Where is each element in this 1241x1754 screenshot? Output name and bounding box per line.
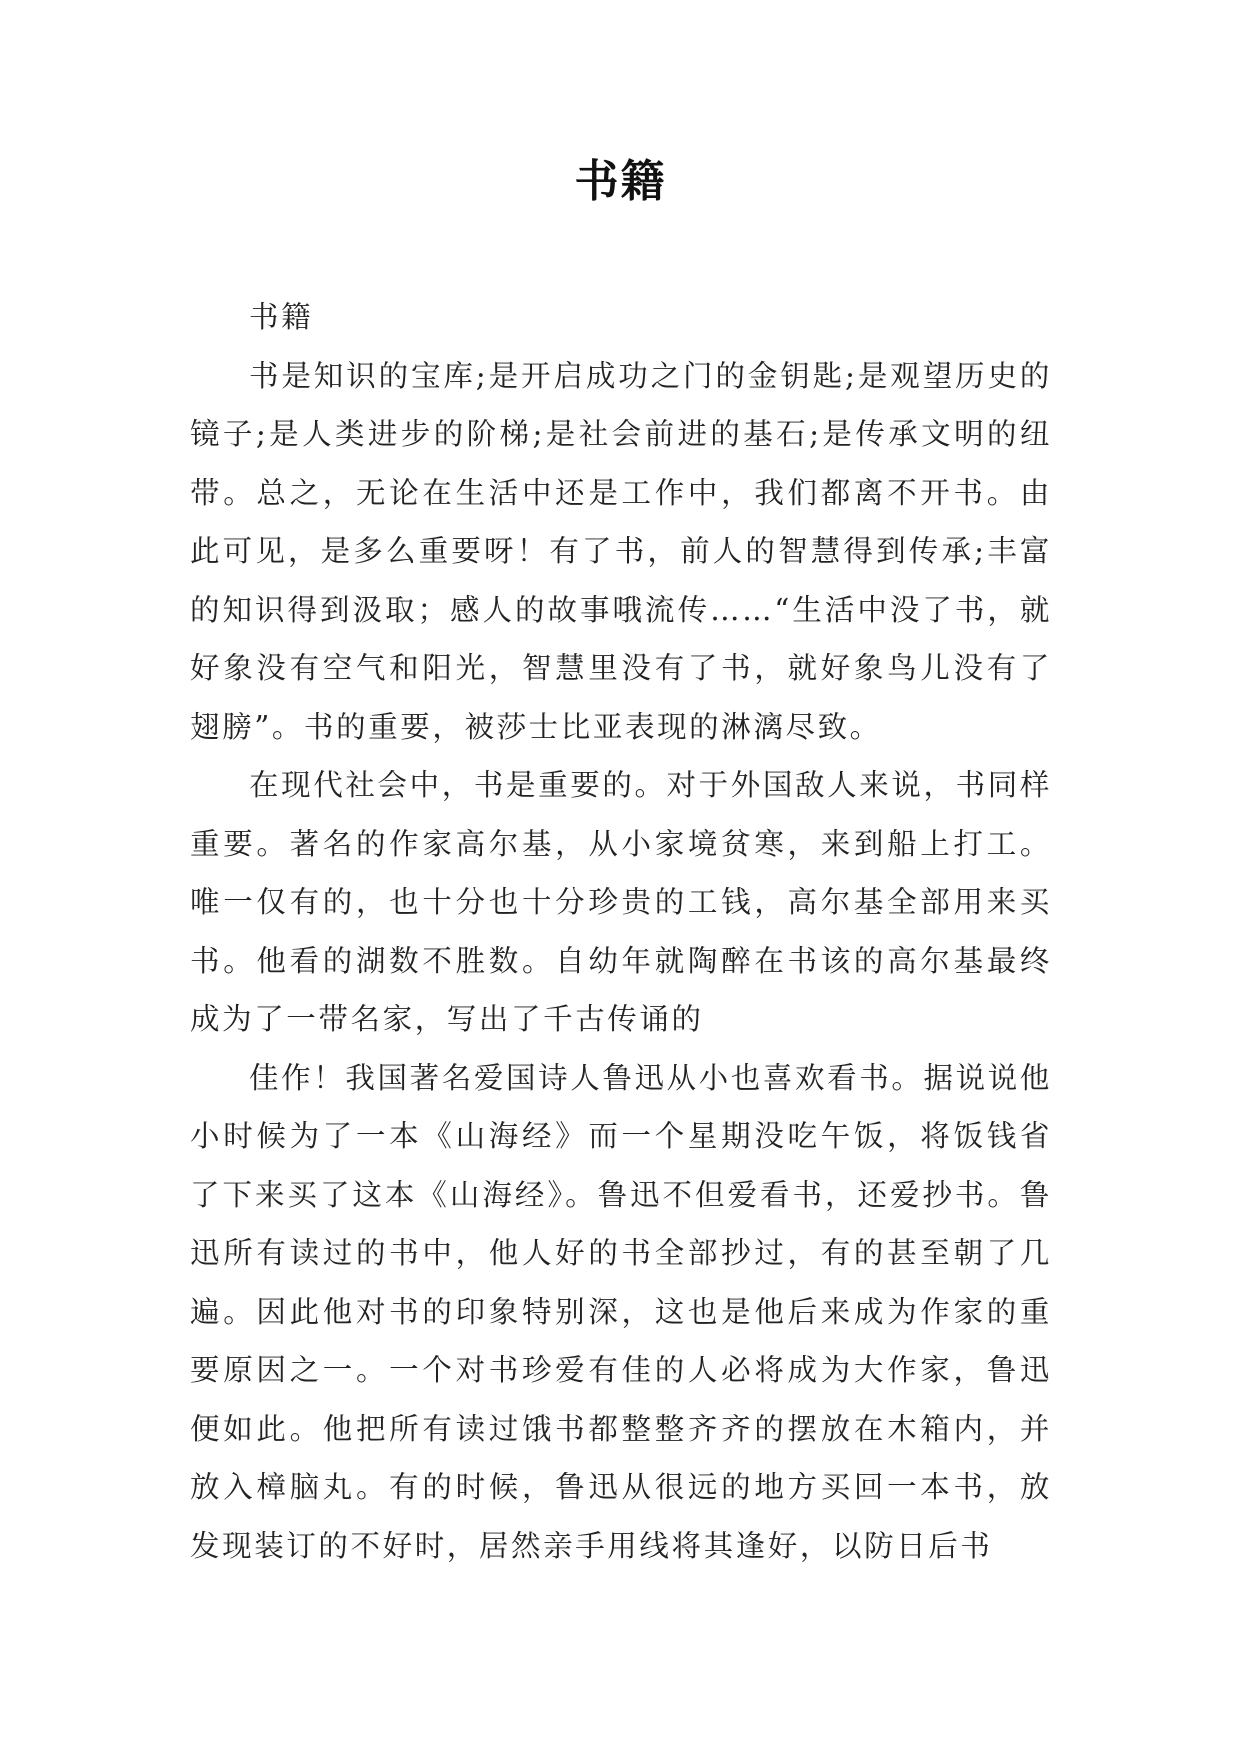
paragraph: 书是知识的宝库;是开启成功之门的金钥匙;是观望历史的镜子;是人类进步的阶梯;是社会前进的基石;是传承文明的纽带。总之，无论在生活中还是工作中，我们都离不开书。由此可见，是多么重要呀！有了书，前人的智慧得到传承;丰富的知识得到汲取；感人的故事哦流传……“生活中没了书，就好象没有空气和阳光，智慧里没有了书，就好象鸟儿没有了翅膀”。书的重要，被莎士比亚表现的淋漓尽致。 bbox=[190, 358, 1052, 744]
paragraph-heading: 书籍 bbox=[249, 300, 314, 334]
paragraph: 佳作！我国著名爱国诗人鲁迅从小也喜欢看书。据说说他小时候为了一本《山海经》而一个星期没吃午饭，将饭钱省了下来买了这本《山海经》。鲁迅不但爱看书，还爱抄书。鲁迅所有读过的书中，他人好的书全部抄过，有的甚至朝了几遍。因此他对书的印象特别深，这也是他后来成为作家的重要原因之一。一个对书珍爱有佳的人必将成为大作家，鲁迅便如此。他把所有读过饿书都整整齐齐的摆放在木箱内，并放入樟脑丸。有的时候，鲁迅从很远的地方买回一本书，放发现装订的不好时，居然亲手用线将其逢好，以防日后书 bbox=[190, 1060, 1052, 1563]
document-body bbox=[190, 288, 1052, 1575]
document-title: 书籍 bbox=[574, 156, 667, 207]
paragraph: 在现代社会中，书是重要的。对于外国敌人来说，书同样重要。著名的作家高尔基，从小家境贫寒，来到船上打工。唯一仅有的，也十分也十分珍贵的工钱，高尔基全部用来买书。他看的湖数不胜数。自幼年就陶醉在书该的高尔基最终成为了一带名家，写出了千古传诵的 bbox=[190, 768, 1052, 1036]
